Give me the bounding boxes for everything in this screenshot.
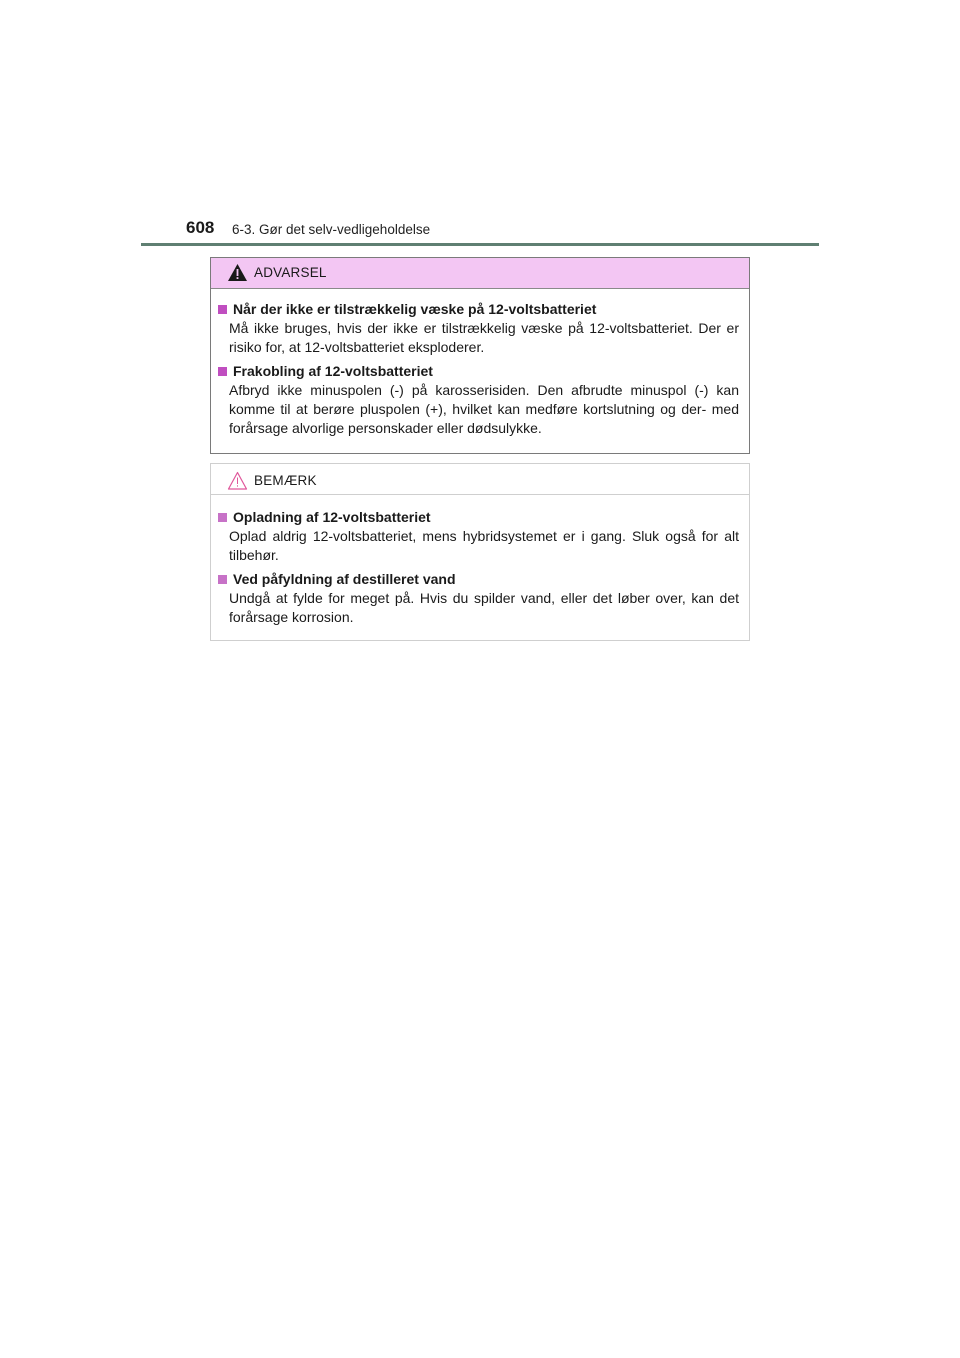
notice-item-title: Ved påfyldning af destilleret vand: [233, 571, 456, 587]
warning-item: [218, 300, 739, 357]
notice-item: [218, 508, 739, 565]
notice-item-text: Undgå at fylde for meget på. Hvis du spilder vand, eller det løber over, kan det forårsage korrosion.: [229, 590, 739, 625]
notice-item: [218, 570, 739, 627]
notice-triangle-icon: [227, 471, 248, 490]
warning-item-title: Når der ikke er tilstrækkelig væske på 12-voltsbatteriet: [233, 301, 597, 317]
warning-item-title: Frakobling af 12-voltsbatteriet: [233, 363, 433, 379]
square-bullet-icon: [218, 305, 227, 314]
notice-box: [210, 463, 750, 641]
warning-item: [218, 362, 739, 438]
header-rule: [141, 243, 819, 246]
warning-box-body: [211, 289, 749, 438]
notice-item-text: Oplad aldrig 12-voltsbatteriet, mens hybridsystemet er i gang. Sluk også for alt tilbehør.: [229, 528, 739, 563]
notice-box-body: [211, 495, 749, 627]
notice-label: BEMÆRK: [254, 473, 317, 488]
warning-triangle-icon: [227, 263, 248, 282]
notice-item-title: Opladning af 12-voltsbatteriet: [233, 509, 431, 525]
warning-box-header: [211, 258, 749, 289]
warning-label: ADVARSEL: [254, 265, 327, 280]
square-bullet-icon: [218, 367, 227, 376]
section-title: 6-3. Gør det selv-vedligeholdelse: [232, 222, 431, 237]
warning-box: [210, 257, 750, 454]
notice-box-header: [211, 464, 749, 495]
warning-item-text: Afbryd ikke minuspolen (-) på karosserisiden. Den afbrudte minuspol (-) kan komme til at berøre pluspolen (+), hvilket kan medføre kortslutning og der- med forårsage alvorlige personskader eller dødsulykke.: [229, 382, 739, 436]
warning-item-text: Må ikke bruges, hvis der ikke er tilstrækkelig væske på 12-voltsbatteriet. Der er risiko for, at 12-voltsbatteriet eksploderer.: [229, 320, 739, 355]
page-number: 608: [186, 218, 215, 237]
square-bullet-icon: [218, 575, 227, 584]
square-bullet-icon: [218, 513, 227, 522]
